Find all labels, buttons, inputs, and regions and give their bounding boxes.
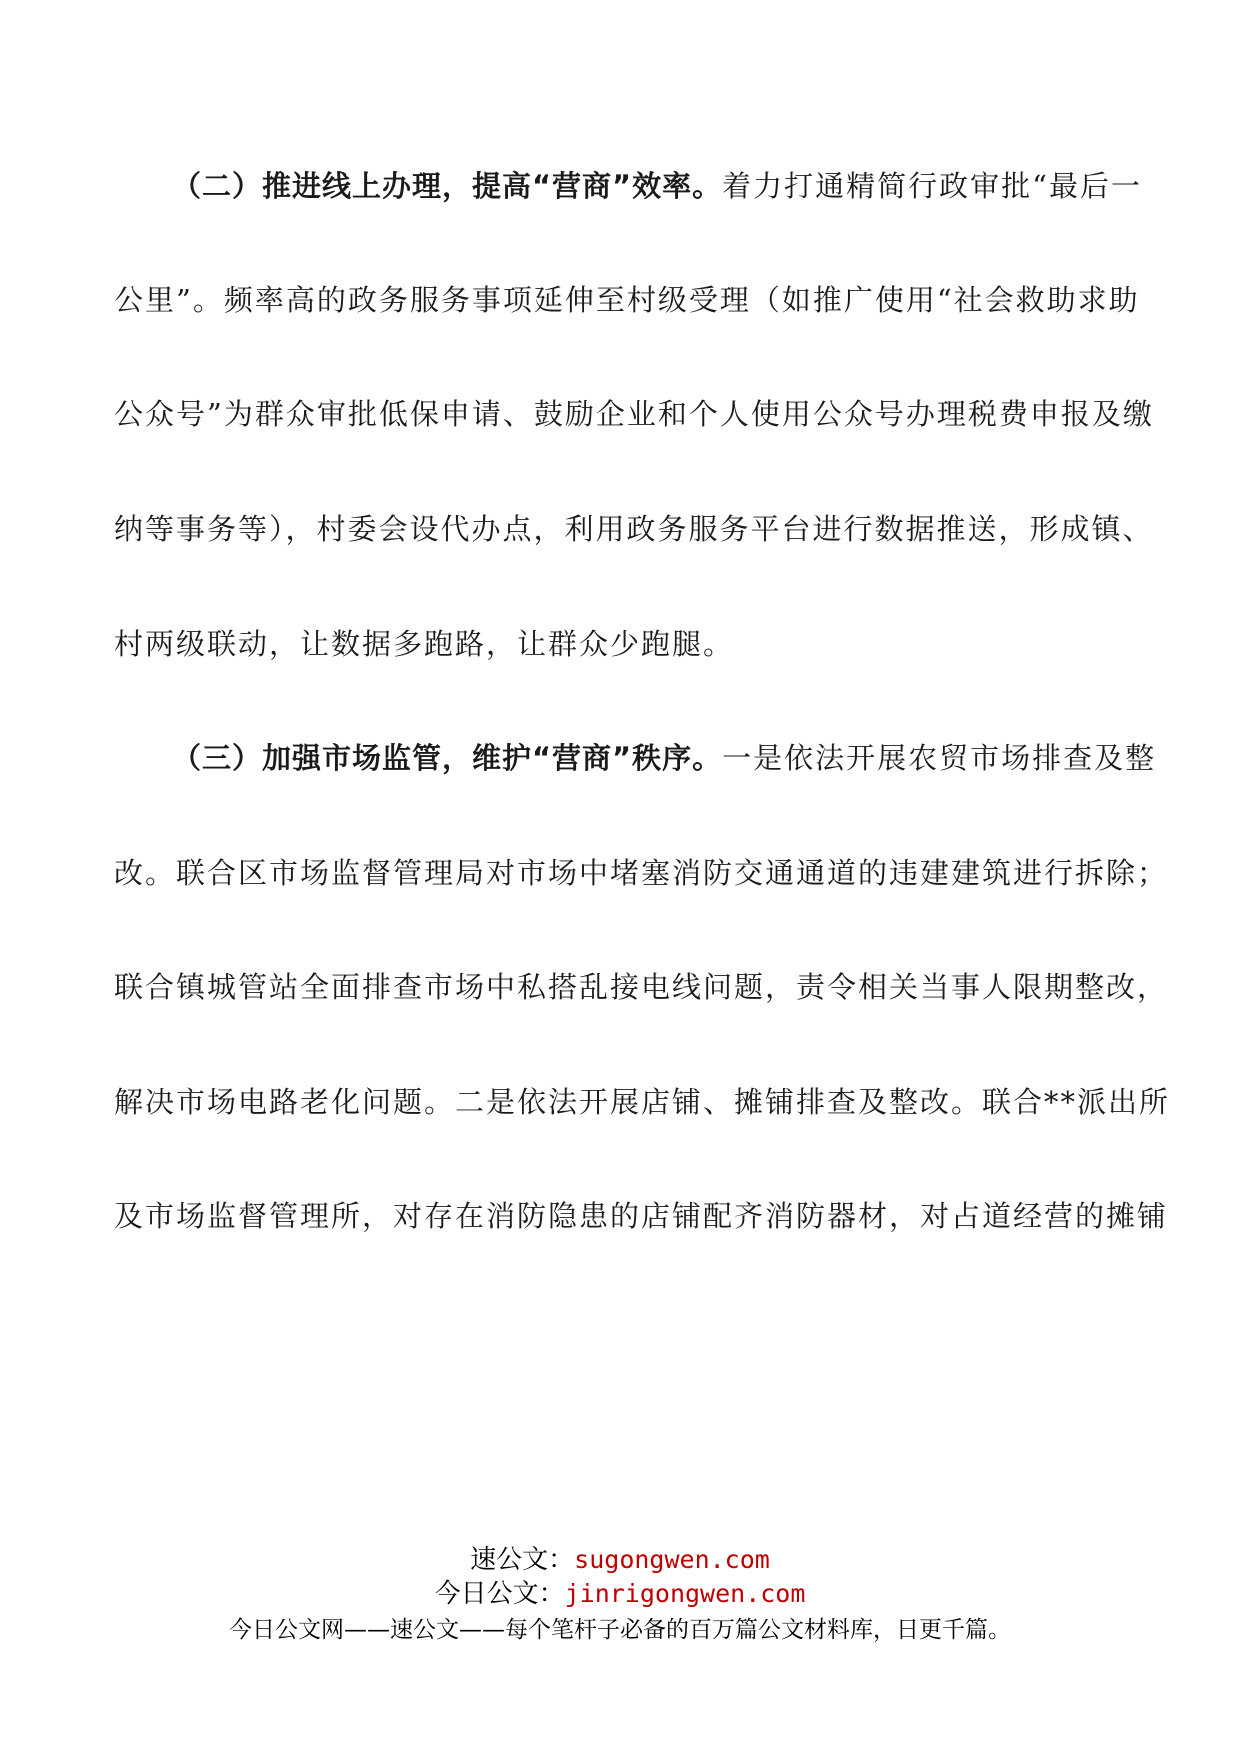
section-heading: （二）推进线上办理，提高“营商”效率。: [172, 169, 723, 203]
paragraph-text: 一是依法开展农贸市场排查及整: [722, 741, 1157, 775]
footer-label: 今日公文：: [434, 1579, 565, 1609]
paragraph-line: 联合镇城管站全面排查市场中私搭乱接电线问题，责令相关当事人限期整改，: [114, 970, 1169, 1004]
paragraph-text: 着力打通精简行政审批“最后一: [722, 169, 1142, 203]
paragraph-line: [172, 738, 1157, 778]
paragraph-line: 公里”。频率高的政务服务事项延伸至村级受理（如推广使用“社会救助求助: [114, 283, 1140, 317]
paragraph-line: 公众号”为群众审批低保申请、鼓励企业和个人使用公众号办理税费申报及缴: [114, 397, 1154, 431]
section-heading: （三）加强市场监管，维护“营商”秩序。: [172, 741, 723, 775]
paragraph-line: [172, 166, 1142, 206]
paragraph-line: 村两级联动，让数据多跑路，让群众少跑腿。: [114, 627, 735, 661]
paragraph-line: 及市场监督管理所，对存在消防隐患的店铺配齐消防器材，对占道经营的摊铺: [114, 1199, 1169, 1233]
footer-link[interactable]: sugongwen.com: [574, 1545, 770, 1574]
paragraph-line: 纳等事务等），村委会设代办点，利用政务服务平台进行数据推送，形成镇、: [114, 512, 1154, 546]
footer-slogan: 今日公文网——速公文——每个笔杆子必备的百万篇公文材料库，日更千篇。: [229, 1617, 1011, 1643]
footer-site-1: [0, 1543, 1240, 1577]
paragraph-line: 改。联合区市场监督管理局对市场中堵塞消防交通通道的违建建筑进行拆除；: [114, 856, 1169, 890]
footer-link[interactable]: jinrigongwen.com: [564, 1579, 806, 1608]
paragraph-line: 解决市场电路老化问题。二是依法开展店铺、摊铺排查及整改。联合**派出所: [114, 1085, 1171, 1119]
footer-label: 速公文：: [470, 1545, 575, 1575]
footer-site-2: [0, 1577, 1240, 1611]
